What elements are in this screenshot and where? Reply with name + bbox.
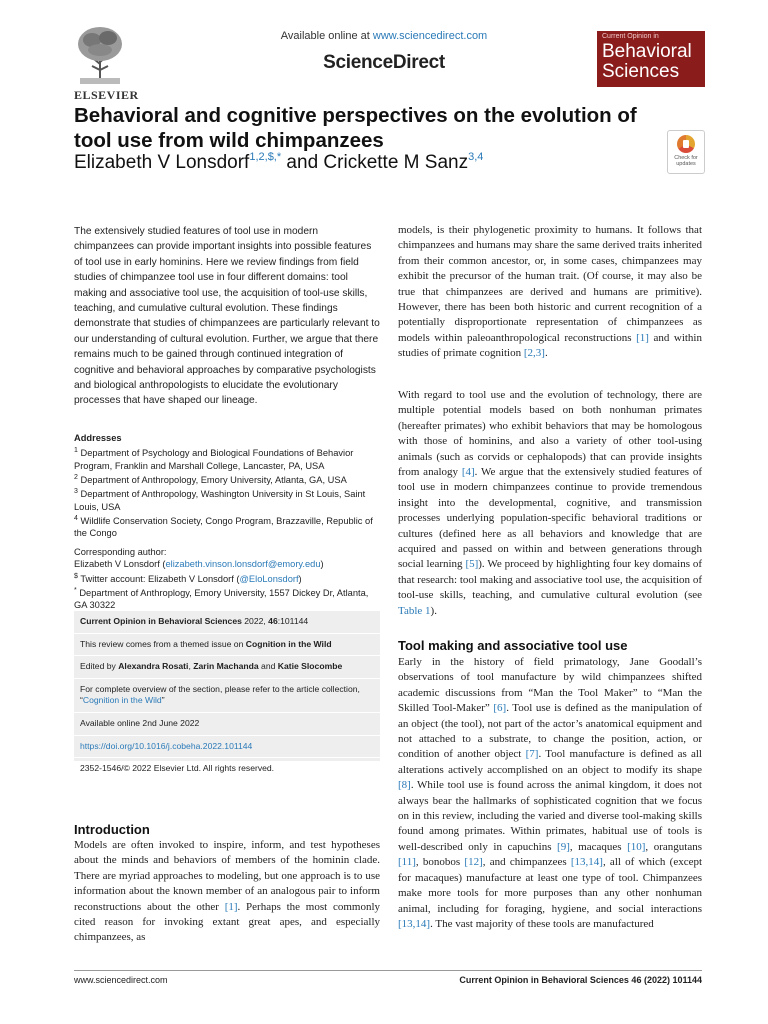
text-run: . Perhaps the most commonly cited reason for invoking extant great apes, and especially chimpanzees, as [74, 900, 380, 944]
text-run: models, is their phylogenetic proximity to humans. It follows that chimpanzees and humans may share the same derived traits inherited from their common ancestor, or, in some cases, chimpanzees may exhibit the precursor of the human trait. (Of course, it may also be true that chimpanzees are derived and humans are primitive). However, there has been both historic and current recognition of a potentially disproportionate representation of chimpanzees as models within paleoanthropological reconstructions [398, 224, 702, 344]
address-item [74, 486, 380, 513]
reference-link[interactable]: [4] [461, 466, 475, 479]
address-item [74, 513, 380, 540]
addresses-heading: Addresses [74, 433, 122, 443]
journal-name: Current Opinion in Behavioral Sciences [80, 616, 242, 626]
abstract: The extensively studied features of tool use in modern chimpanzees can provide important insights into possible features of tool use in early hominins. Here we review findings from field studies of chimpanzee tool use in four different domains: tool making and associative tool use, the acquisition of tool-use skills, teaching, and cumulative cultural evolution. These findings demonstrate that studies of chimpanzees are particularly relevant to our understanding of cultural evolution. Further, we argue that there remains much to be gained through continued integration of cognitive and behavioral approaches by comparative psychologists and biological anthropologists to elucidate the evolutionary processes that have shaped our lineage. [74, 226, 380, 407]
address-number: 2 [74, 473, 78, 481]
crossmark-icon [677, 135, 695, 153]
body-paragraph-1 [398, 223, 702, 362]
text-run: Models are often invoked to inspire, inform, and test hypotheses about the minds and behaviors of members of the hominin clade. There are myriad approaches to modeling, but one approach is to use information about the known member of an analogous pair to inform reconstructions about the other [74, 839, 380, 913]
reference-link[interactable]: [10] [627, 840, 646, 853]
check-for-updates-badge[interactable] [667, 130, 705, 174]
address-text: Department of Anthropology, Emory University, Atlanta, GA, USA [77, 475, 347, 486]
address-item [74, 472, 380, 486]
reference-link[interactable]: [9] [557, 840, 570, 853]
footer-citation: Current Opinion in Behavioral Sciences 46 (2022) 101144 [459, 975, 702, 985]
paren-close: ) [298, 573, 302, 584]
author-1: Elizabeth V Lonsdorf [74, 152, 250, 173]
addresses-block [74, 432, 380, 540]
text-run: . The vast majority of these tools are manufactured [430, 917, 654, 930]
address-item [74, 445, 380, 472]
author-conjunction: and [281, 152, 324, 173]
editor-name: Katie Slocombe [277, 661, 343, 672]
address-text: Department of Anthropology, Washington University in St Louis, Saint Louis, USA [74, 489, 366, 512]
themed-issue-name: Cognition in the Wild [245, 638, 332, 649]
reference-link[interactable]: [2,3] [523, 347, 545, 360]
text-run: and within studies of primate cognition [398, 331, 702, 360]
reference-link[interactable]: [11] [398, 856, 416, 869]
platform-title: ScienceDirect [323, 52, 445, 73]
section-heading-tool-making: Tool making and associative tool use [398, 638, 628, 653]
twitter-text: Twitter account: Elizabeth V Lonsdorf ( [77, 573, 240, 584]
address-number: 1 [74, 447, 78, 455]
corresponding-email-link[interactable]: elizabeth.vinson.lonsdorf@emory.edu [165, 559, 321, 570]
twitter-footnote-mark: $ [74, 572, 78, 580]
text-run: , and chimpanzees [482, 856, 571, 869]
cover-series: Current Opinion in [602, 33, 659, 40]
article-info-box [74, 611, 380, 774]
editors-row [74, 656, 380, 679]
quote-close: ” [161, 695, 165, 706]
article-title: Behavioral and cognitive perspectives on the evolution of tool use from wild chimpanzees [74, 104, 637, 152]
editor-name: Alexandra Rosati [118, 661, 189, 672]
text-run: ). We proceed by highlighting four key domains of that research: tool making and associative tool use, the acquisition of tool-use skills, teaching, and cumulative cultural evolution (see [398, 558, 703, 602]
author-1-affiliations[interactable]: 1,2,$,* [249, 151, 282, 163]
address-text: Wildlife Conservation Society, Congo Program, Brazzaville, Republic of the Congo [74, 516, 373, 539]
text-run: , bonobos [415, 856, 465, 869]
body-paragraph-3 [398, 655, 702, 932]
address-number: 3 [74, 488, 78, 496]
corresponding-name-line [74, 558, 380, 570]
text-run: . While tool use is found across the animal kingdom, it does not always bear the hallmarks of sophisticated cognition that we focus on in this review, including the varied and diverse tool-making skills found among primates. Within primates, habitual use of tools is well-described only in capuchins [398, 779, 702, 853]
corresponding-heading: Corresponding author: [74, 547, 167, 557]
table-link[interactable]: Table 1 [398, 604, 431, 617]
available-date-row: Available online 2nd June 2022 [74, 713, 380, 736]
text-run: , orangutans [645, 840, 702, 853]
doi-link[interactable]: https://doi.org/10.1016/j.cobeha.2022.101144 [80, 740, 253, 751]
text-run: . [544, 347, 548, 360]
address-number: 4 [74, 515, 78, 523]
copyright-row: 2352-1546/© 2022 Elsevier Ltd. All rights reserved. [80, 763, 275, 774]
journal-cover[interactable] [597, 31, 705, 87]
reference-link[interactable]: [13,14] [398, 917, 431, 930]
introduction-paragraph [74, 838, 380, 946]
footer-site[interactable]: www.sciencedirect.com [74, 975, 168, 985]
corresponding-footnote-mark: * [74, 586, 77, 594]
author-2-affiliations[interactable]: 3,4 [468, 151, 484, 163]
author-line [74, 152, 483, 174]
department-address: Department of Anthroplogy, Emory University, 1557 Dickey Dr, Atlanta, GA 30322 [74, 588, 369, 611]
citation-row [74, 611, 380, 634]
cover-title-line-1: Behavioral [602, 41, 692, 62]
reference-link[interactable]: [13,14] [570, 856, 603, 869]
text-run: Early in the history of field primatology, Jane Goodall’s observations of tool manufacture by wild chimpanzees shifted academic discussions from “Man the Tool Maker” to “Man the Skilled Tool-Maker” [398, 656, 702, 715]
article-number: :101144 [277, 616, 309, 626]
reference-link[interactable]: [1] [224, 900, 238, 913]
author-2: Crickette M Sanz [323, 152, 469, 173]
reference-link[interactable]: [12] [464, 856, 483, 869]
paren-close: ) [320, 559, 324, 570]
text-run: . We argue that the extensively studied features of tool use in modern chimpanzees continue to provide tremendous insight into the developmental, cognitive, and transmission processes underlying population-specific behavioral traditions or cultures (defined here as all behaviors and knowledge that are acquired and passed on within and between generations through social learning [398, 466, 702, 571]
reference-link[interactable]: [5] [465, 558, 479, 571]
edited-prefix: Edited by [80, 661, 119, 672]
reference-link[interactable]: [7] [525, 748, 539, 761]
separator: , [188, 661, 194, 672]
twitter-line [74, 571, 380, 585]
doi-row [74, 736, 380, 759]
text-run: ). [430, 604, 437, 617]
text-run: , macaques [569, 840, 628, 853]
sciencedirect-link[interactable]: www.sciencedirect.com [372, 30, 488, 42]
check-updates-label: Check for updates [674, 155, 698, 167]
body-paragraph-2 [398, 388, 702, 619]
overview-text: For complete overview of the section, please refer to the article collection, “ [80, 683, 360, 706]
journal-volume: 46 [268, 616, 278, 626]
introduction-heading: Introduction [74, 822, 150, 837]
reference-link[interactable]: [8] [398, 779, 411, 792]
collection-link[interactable]: Cognition in the Wild [82, 695, 162, 706]
themed-issue-row [74, 634, 380, 657]
editor-name: Zarin Machanda [193, 661, 259, 672]
themed-prefix: This review comes from a themed issue on [80, 638, 246, 649]
separator: and [258, 661, 278, 672]
available-prefix: Available online at [280, 30, 373, 42]
overview-row [74, 679, 380, 713]
corresponding-author-block [74, 546, 380, 612]
text-run: With regard to tool use and the evolution of technology, there are multiple potential models based on both nonhuman primates (hereafter primates) who exhibit behaviors that may be homologous with those of hominins, and also a variety of other tool-using animals (such as corvids or cephalopods) that can provide insights from analogy [398, 389, 702, 479]
text-run: . Tool use is defined as the manipulation of an object (the tool), not part of the actor’s anatomical equipment and not attached to a substrate, to change the position, action, or condition of another object [398, 702, 703, 761]
publisher-wordmark: ELSEVIER [74, 88, 139, 102]
text-run: , all of which (except for macaques) manufacture at least one type of tool. Chimpanzees make more tools for more purposes than any other nonhuman animal, including for foraging, hygiene, and social interactions [398, 856, 703, 915]
corresponding-name: Elizabeth V Lonsdorf ( [74, 559, 166, 570]
reference-link[interactable]: [6] [493, 702, 507, 715]
journal-year: 2022, [241, 616, 269, 626]
reference-link[interactable]: [1] [636, 331, 649, 344]
twitter-handle-link[interactable]: @EloLonsdorf [239, 573, 299, 584]
text-run: . Tool manufacture is defined as all alterations actively accomplished on an object to modify its shape [398, 748, 702, 776]
footer-divider [74, 970, 702, 971]
address-text: Department of Psychology and Biological Foundations of Behavior Program, Franklin and Marshall College, Lancaster, PA, USA [74, 448, 354, 471]
department-line [74, 585, 380, 612]
cover-title-line-2: Sciences [602, 61, 680, 82]
